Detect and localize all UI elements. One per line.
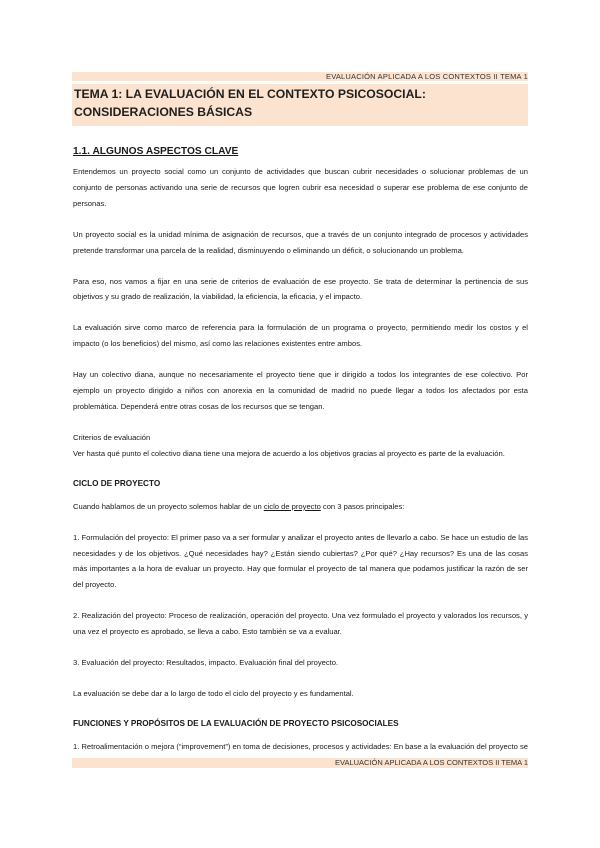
running-header: EVALUACIÓN APLICADA A LOS CONTEXTOS II TEMA 1	[326, 72, 528, 81]
paragraph: La evaluación sirve como marco de referencia para la formulación de un programa o proyecto, permitiendo medir los costos y el impacto (o los beneficios) del mismo, así como las relaciones existentes entre ambos.	[73, 323, 528, 349]
ciclo-closing: La evaluación se debe dar a lo largo de todo el ciclo del proyecto y es fundamental.	[73, 688, 354, 698]
funciones-heading: FUNCIONES Y PROPÓSITOS DE LA EVALUACIÓN DE PROYECTO PSICOSOCIALES	[73, 718, 399, 728]
ciclo-step-3: 3. Evaluación del proyecto: Resultados, impacto. Evaluación final del proyecto.	[73, 658, 339, 668]
funciones-item-1: 1. Retroalimentación o mejora (“improvement”) en toma de decisiones, procesos y actividades: En base a la evaluación del proyecto se	[73, 741, 529, 751]
paragraph: Para eso, nos vamos a fijar en una serie de criterios de evaluación de ese proyecto. Se trata de determinar la pertinencia de sus objetivos y su grado de realización, la viabilidad, la eficiencia, la eficacia, y el impacto.	[73, 276, 528, 302]
ciclo-proyecto-term: ciclo de proyecto	[263, 501, 321, 511]
ciclo-heading: CICLO DE PROYECTO	[73, 478, 161, 488]
document-body	[73, 164, 528, 771]
ciclo-step-1: 1. Formulación del proyecto: El primer paso va a ser formular y analizar el proyecto antes de llevarlo a cabo. Se hace un estudio de las necesidades y de los objetivos. ¿Qué necesidades hay? ¿Están siendo cubiertas? ¿Por qué? ¿Hay recursos? Es una de las cosas más importantes a la hora de evaluar un proyecto. Hay que formular el proyecto de tal manera que podamos justificar la razón de ser del proyecto.	[73, 532, 528, 590]
paragraph: Entendemos un proyecto social como un conjunto de actividades que buscan cubrir necesidades o solucionar problemas de un conjunto de personas activando una serie de recursos que logren cubrir esa necesidad o superar ese problema de ese conjunto de personas.	[73, 167, 528, 208]
section-heading: 1.1. ALGUNOS ASPECTOS CLAVE	[73, 146, 239, 157]
paragraph: Un proyecto social es la unidad mínima de asignación de recursos, que a través de un conjunto integrado de procesos y actividades pretende transformar una parcela de la realidad, disminuyendo o eliminando un déficit, o solucionando un problema.	[73, 229, 528, 255]
paragraph: Hay un colectivo diana, aunque no necesariamente el proyecto tiene que ir dirigido a todos los integrantes de ese colectivo. Por ejemplo un proyecto dirigido a niños con anorexia en la comunidad de madrid no puede llegar a todos los afectados por esta problemática. Dependerá entre otras cosas de los recursos que se tengan.	[73, 370, 528, 411]
criterios-label: Criterios de evaluación	[73, 432, 151, 442]
running-footer: EVALUACIÓN APLICADA A LOS CONTEXTOS II TEMA 1	[335, 758, 528, 767]
paragraph: Ver hasta qué punto el colectivo diana tiene una mejora de acuerdo a los objetivos gracias al proyecto es parte de la evaluación.	[73, 448, 505, 458]
page-title: TEMA 1: LA EVALUACIÓN EN EL CONTEXTO PSICOSOCIAL: CONSIDERACIONES BÁSICAS	[74, 87, 426, 119]
ciclo-intro-before: Cuando hablamos de un proyecto solemos hablar de un	[73, 501, 264, 511]
ciclo-intro	[73, 499, 528, 515]
ciclo-step-2: 2. Realización del proyecto: Proceso de realización, operación del proyecto. Una vez formulado el proyecto y valorados los recursos, y una vez el proyecto es aprobado, se lleva a cabo. Esto también se va a evaluar.	[73, 611, 528, 637]
ciclo-intro-after: con 3 pasos principales:	[320, 501, 405, 511]
